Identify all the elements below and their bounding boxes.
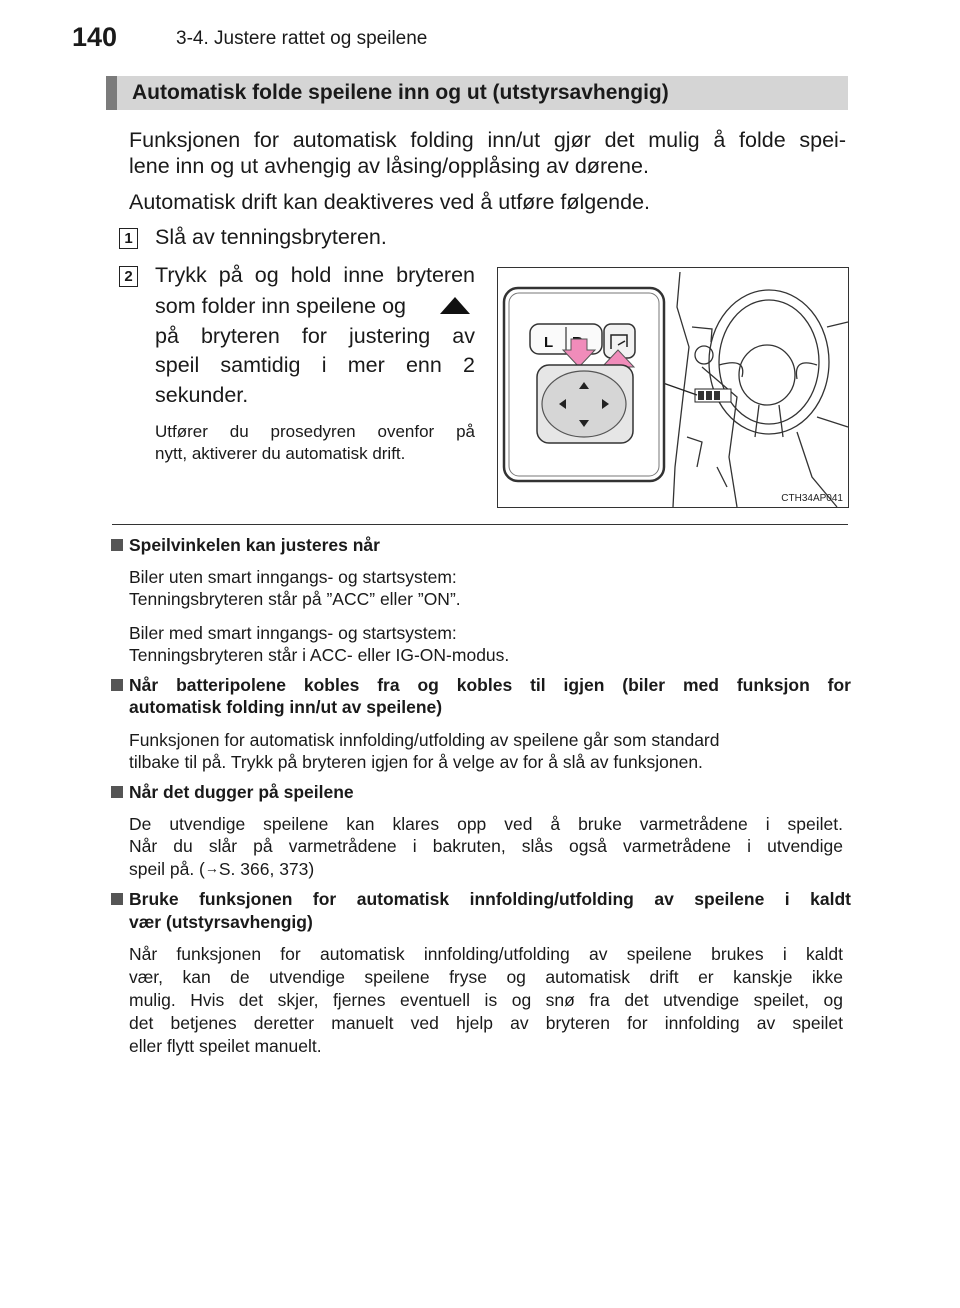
figure-code: CTH34AP041 bbox=[781, 493, 843, 504]
note-1-heading-text: Speilvinkelen kan justeres når bbox=[129, 535, 380, 555]
square-bullet-icon bbox=[111, 893, 123, 905]
mirror-switch-illustration bbox=[497, 267, 849, 508]
note-4-line-3: mulig. Hvis det skjer, fjernes eventuell is og snø fra det utvendige speilet, og bbox=[129, 990, 843, 1010]
note-4-heading-text: Bruke funksjonen for automatisk innfolding/utfolding av speilene i kaldt bbox=[129, 889, 851, 909]
note-4-heading bbox=[111, 889, 851, 910]
page-number: 140 bbox=[72, 22, 118, 52]
note-4-line-4: det betjenes deretter manuelt ved hjelp av bryteren for innfolding av speilet bbox=[129, 1013, 843, 1033]
note-2-line-1: Funksjonen for automatisk innfolding/utfolding av speilene går som standard bbox=[129, 730, 720, 750]
note-2-heading bbox=[111, 675, 851, 696]
arrow-right-icon: → bbox=[204, 860, 219, 876]
square-bullet-icon bbox=[111, 539, 123, 551]
step-2-note-line-1: Utfører du prosedyren ovenfor på bbox=[155, 422, 475, 441]
note-4-heading-line-2: vær (utstyrsavhengig) bbox=[129, 912, 313, 932]
section-title: Automatisk folde speilene inn og ut (utstyrsavhengig) bbox=[132, 81, 669, 104]
step-2-note-line-2: nytt, aktiverer du automatisk drift. bbox=[155, 444, 406, 463]
note-4-line-5: eller flytt speilet manuelt. bbox=[129, 1036, 322, 1056]
note-3-page-ref[interactable]: S. 366, 373) bbox=[218, 859, 315, 879]
square-bullet-icon bbox=[111, 679, 123, 691]
intro-line-1: Funksjonen for automatisk folding inn/ut gjør det mulig å folde spei- bbox=[129, 128, 846, 152]
note-3-line-3-start: speil på. ( bbox=[129, 859, 205, 879]
intro-paragraph-2: Automatisk drift kan deaktiveres ved å utføre følgende. bbox=[129, 190, 651, 214]
step-2-line-3: på bryteren for justering av bbox=[155, 324, 475, 348]
step-1-text: Slå av tenningsbryteren. bbox=[155, 225, 387, 249]
triangle-up-icon bbox=[440, 297, 470, 314]
note-4-line-1: Når funksjonen for automatisk innfolding/utfolding av speilene brukes i kaldt bbox=[129, 944, 843, 964]
step-2-line-2 bbox=[155, 294, 475, 324]
divider bbox=[112, 524, 848, 525]
note-2-line-2: tilbake til på. Trykk på bryteren igjen for å velge av for å slå av funksjonen. bbox=[129, 752, 703, 772]
note-4-line-2: vær, kan de utvendige speilene fryse og automatisk drift er kanskje ikke bbox=[129, 967, 843, 987]
note-3-heading-text: Når det dugger på speilene bbox=[129, 782, 354, 802]
note-2-heading-text: Når batteripolene kobles fra og kobles til igjen (biler med funksjon for bbox=[129, 675, 851, 695]
step-2-line-1: Trykk på og hold inne bryteren bbox=[155, 263, 475, 287]
square-bullet-icon bbox=[111, 786, 123, 798]
note-3-heading bbox=[111, 782, 354, 803]
chapter-title: 3-4. Justere rattet og speilene bbox=[176, 28, 428, 49]
step-number-1: 1 bbox=[119, 228, 138, 249]
note-1-line-2: Tenningsbryteren står på ”ACC” eller ”ON”. bbox=[129, 589, 461, 609]
step-2-line-4: speil samtidig i mer enn 2 bbox=[155, 353, 475, 377]
step-2-line-5: sekunder. bbox=[155, 383, 249, 407]
left-mirror-label: L bbox=[544, 334, 554, 351]
note-1-line-1: Biler uten smart inngangs- og startsystem: bbox=[129, 567, 457, 587]
note-2-heading-line-2: automatisk folding inn/ut av speilene) bbox=[129, 697, 443, 717]
intro-line-2: lene inn og ut avhengig av låsing/opplåsing av dørene. bbox=[129, 154, 649, 178]
note-1-line-3: Biler med smart inngangs- og startsystem: bbox=[129, 623, 457, 643]
section-header bbox=[106, 76, 848, 110]
step-2-line-2-text: som folder inn speilene og bbox=[155, 294, 406, 318]
note-3-line-3 bbox=[129, 857, 843, 880]
note-3-line-1: De utvendige speilene kan klares opp ved å bruke varmetrådene i speilet. bbox=[129, 814, 843, 834]
mirror-switch-figure bbox=[497, 267, 849, 508]
note-1-heading bbox=[111, 535, 380, 556]
step-number-2: 2 bbox=[119, 266, 138, 287]
note-3-line-2: Når du slår på varmetrådene i bakruten, slås også varmetrådene i utvendige bbox=[129, 836, 843, 856]
note-1-line-4: Tenningsbryteren står i ACC- eller IG-ON-modus. bbox=[129, 645, 510, 665]
